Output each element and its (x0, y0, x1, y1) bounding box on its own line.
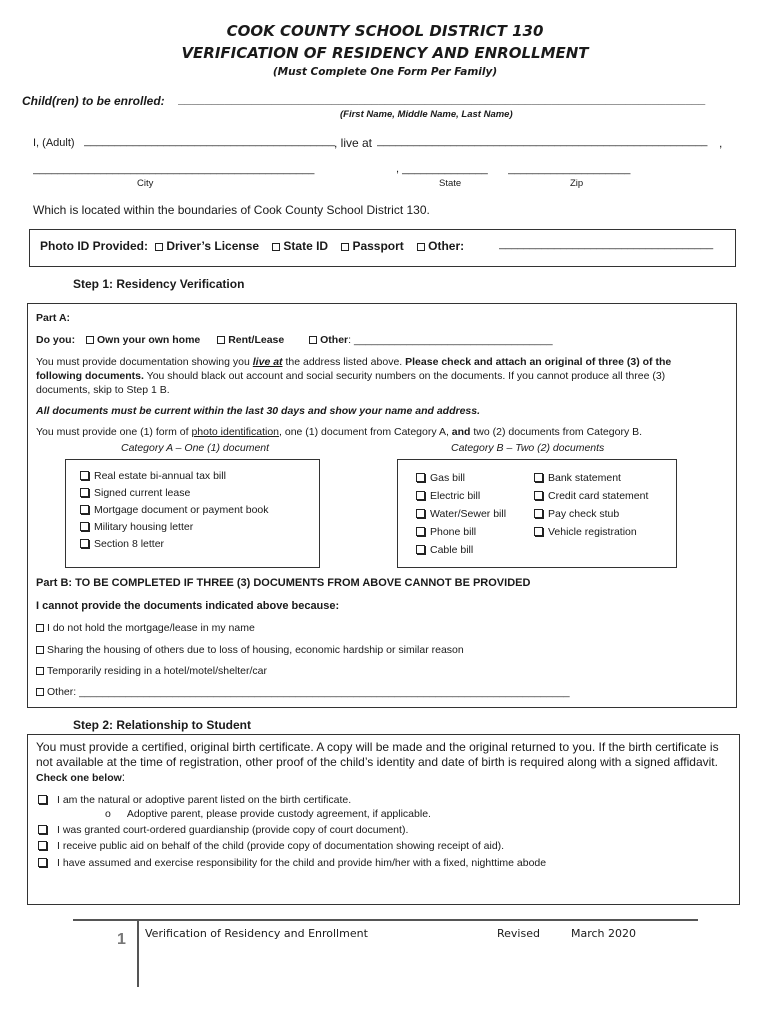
cat-b-checkbox-4[interactable] (416, 527, 425, 536)
doc-intro-2: the address listed above. (285, 356, 403, 368)
reason-row-2 (36, 644, 464, 656)
state-id-checkbox[interactable] (272, 243, 280, 251)
reason-checkbox-3[interactable] (36, 667, 44, 675)
provide-docs-text (36, 426, 642, 438)
relationship-sub-label: Adoptive parent, please provide custody agreement, if applicable. (126, 808, 431, 820)
other-ownership-checkbox[interactable] (309, 336, 317, 344)
cat-b-label-9: Vehicle registration (548, 526, 637, 538)
ownership-row (36, 334, 553, 346)
district-title: COOK COUNTY SCHOOL DISTRICT 130 (226, 22, 544, 40)
form-title: VERIFICATION OF RESIDENCY AND ENROLLMENT (181, 44, 589, 62)
reason-row-other (36, 686, 581, 698)
adult-name-field[interactable]: _________________________________________ (84, 135, 335, 147)
doc-live-at: live at (252, 356, 283, 368)
relationship-checkbox-2[interactable] (38, 825, 47, 834)
child-name-caption: (First Name, Middle Name, Last Name) (340, 109, 513, 120)
reason-row-3 (36, 665, 267, 677)
cat-b-checkbox-1[interactable] (416, 473, 425, 482)
cat-a-label-5: Section 8 letter (94, 538, 165, 550)
cat-b-checkbox-9[interactable] (534, 527, 543, 536)
cat-b-label-1: Gas bill (430, 472, 466, 484)
rent-checkbox[interactable] (217, 336, 225, 344)
zip-field[interactable]: ____________________ (508, 163, 631, 175)
list-item (534, 487, 648, 505)
footer-divider (137, 921, 139, 987)
category-b-col1 (416, 469, 506, 559)
footer-doc-name: Verification of Residency and Enrollment (145, 927, 368, 940)
cannot-provide-label: I cannot provide the documents indicated above because: (36, 600, 340, 612)
cat-a-checkbox-2[interactable] (80, 488, 89, 497)
check-one-label: Check one below (36, 772, 122, 784)
reason-label-3: Temporarily residing in a hotel/motel/shelter/car (47, 665, 268, 677)
address-field[interactable]: ______________________________________________________ (377, 135, 708, 147)
boundary-text: Which is located within the boundaries of Cook County School District 130. (33, 203, 430, 217)
own-home-label: Own your own home (97, 334, 201, 346)
list-item (80, 468, 269, 485)
drivers-license-label: Driver’s License (166, 239, 260, 253)
child-name-field[interactable]: _______________________________________________________________________________ (178, 92, 706, 106)
part-b-heading: Part B: TO BE COMPLETED IF THREE (3) DOCUMENTS FROM ABOVE CANNOT BE PROVIDED (36, 577, 531, 589)
cat-b-label-5: Cable bill (430, 544, 474, 556)
reason-label-1: I do not hold the mortgage/lease in my name (47, 622, 255, 634)
list-item (416, 541, 506, 559)
state-label: State (439, 178, 462, 189)
address-comma: , (719, 136, 723, 150)
cat-a-checkbox-4[interactable] (80, 522, 89, 531)
cat-a-label-3: Mortgage document or payment book (94, 504, 269, 516)
photo-id-row (40, 239, 464, 253)
provide-photo: photo identification (191, 426, 280, 438)
list-item (416, 523, 506, 541)
page-number: 1 (117, 931, 126, 948)
state-id-label: State ID (283, 239, 329, 253)
other-id-checkbox[interactable] (417, 243, 425, 251)
relationship-label-4: I have assumed and exercise responsibility for the child and provide him/her with a fixed, nighttime abode (57, 857, 547, 869)
passport-checkbox[interactable] (341, 243, 349, 251)
list-item (80, 519, 269, 536)
cat-b-label-4: Phone bill (430, 526, 477, 538)
category-a-title: Category A – One (1) document (121, 442, 270, 454)
relationship-row-4 (38, 857, 546, 869)
cat-b-checkbox-7[interactable] (534, 491, 543, 500)
zip-label: Zip (570, 178, 584, 189)
cat-b-checkbox-6[interactable] (534, 473, 543, 482)
child-label: Child(ren) to be enrolled: (22, 94, 165, 108)
drivers-license-checkbox[interactable] (155, 243, 163, 251)
reason-checkbox-1[interactable] (36, 624, 44, 632)
footer-revised-label: Revised (497, 927, 540, 940)
cat-a-checkbox-5[interactable] (80, 539, 89, 548)
adult-prefix: I, (Adult) (33, 137, 75, 149)
city-label: City (137, 178, 154, 189)
other-reason-field[interactable]: Other: ____________________________________________________________________________________ (47, 686, 570, 698)
category-a-list (80, 468, 269, 553)
provide-2: , one (1) document from Category A, (279, 426, 449, 438)
cat-a-label-4: Military housing letter (94, 521, 194, 533)
part-a-label: Part A: (36, 312, 71, 324)
list-item (416, 505, 506, 523)
step1-heading: Step 1: Residency Verification (73, 277, 245, 291)
relationship-checkbox-3[interactable] (38, 841, 47, 850)
relationship-sub-row (105, 808, 431, 820)
photo-id-label: Photo ID Provided: (40, 239, 148, 253)
cat-b-label-3: Water/Sewer bill (430, 508, 507, 520)
own-home-checkbox[interactable] (86, 336, 94, 344)
reason-checkbox-other[interactable] (36, 688, 44, 696)
documentation-instructions (36, 355, 716, 397)
doc-intro-1: You must provide documentation showing you (36, 356, 250, 368)
list-item (80, 502, 269, 519)
relationship-checkbox-1[interactable] (38, 795, 47, 804)
footer-revised-date: March 2020 (571, 927, 637, 940)
sub-bullet: o (105, 808, 111, 820)
list-item (416, 487, 506, 505)
category-b-col2 (534, 469, 648, 541)
footer-rule (73, 919, 698, 921)
relationship-label-1: I am the natural or adoptive parent listed on the birth certificate. (57, 794, 352, 806)
passport-label: Passport (352, 239, 404, 253)
provide-and: and (451, 426, 471, 438)
city-field[interactable]: ______________________________________________ (33, 163, 315, 175)
relationship-row-2 (38, 824, 408, 836)
provide-3: two (2) documents from Category B. (473, 426, 643, 438)
relationship-row-3 (38, 840, 504, 852)
list-item (534, 469, 648, 487)
relationship-checkbox-4[interactable] (38, 858, 47, 867)
live-at-label: , live at (334, 136, 373, 150)
other-ownership-label: Other (320, 334, 349, 346)
cat-b-label-7: Credit card statement (548, 490, 649, 502)
provide-1: You must provide one (1) form of (36, 426, 189, 438)
relationship-label-2: I was granted court-ordered guardianship (provide copy of court document). (57, 824, 409, 836)
other-id-label: Other: (428, 239, 465, 253)
other-id-field[interactable]: ___________________________________ (499, 238, 714, 250)
relationship-row-1 (38, 794, 351, 806)
cat-b-checkbox-3[interactable] (416, 509, 425, 518)
cat-b-checkbox-5[interactable] (416, 545, 425, 554)
list-item (534, 523, 648, 541)
current-docs-note: All documents must be current within the last 30 days and show your name and address. (36, 405, 481, 417)
relationship-label-3: I receive public aid on behalf of the child (provide copy of documentation showing receipt of aid). (57, 840, 505, 852)
list-item (80, 485, 269, 502)
cat-b-label-2: Electric bill (430, 490, 481, 502)
cat-b-label-8: Pay check stub (548, 508, 620, 520)
cat-a-checkbox-3[interactable] (80, 505, 89, 514)
list-item (534, 505, 648, 523)
rent-label: Rent/Lease (228, 334, 285, 346)
cat-b-label-6: Bank statement (548, 472, 621, 484)
category-b-title: Category B – Two (2) documents (451, 442, 605, 454)
cat-b-checkbox-8[interactable] (534, 509, 543, 518)
step2-intro: You must provide a certified, original birth certificate. A copy will be made and the original returned to you. If the birth certificate is not available at the time of registration, other proof of the child’s identity and date of birth is required along with a signed affidavit. (36, 740, 719, 769)
birth-certificate-instructions (36, 740, 730, 786)
state-field[interactable]: , ______________ (396, 163, 488, 175)
form-instruction: (Must Complete One Form Per Family) (272, 66, 498, 78)
reason-label-2: Sharing the housing of others due to loss of housing, economic hardship or similar reason (47, 644, 464, 656)
cat-a-label-1: Real estate bi-annual tax bill (94, 470, 226, 482)
other-ownership-field[interactable]: : __________________________________ (348, 334, 553, 346)
list-item (416, 469, 506, 487)
step2-heading: Step 2: Relationship to Student (73, 718, 252, 732)
list-item (80, 536, 269, 553)
reason-row-1 (36, 622, 255, 634)
doc-intro-bold: Please check and attach an original of three (3) of the following documents. (36, 356, 672, 382)
cat-a-label-2: Signed current lease (94, 487, 191, 499)
cat-b-checkbox-2[interactable] (416, 491, 425, 500)
cat-a-checkbox-1[interactable] (80, 471, 89, 480)
doc-intro-3: You should black out account and social security numbers on the documents. If you cannot produce all three (3) documents, skip to Step 1 B. (36, 370, 666, 396)
check-one-colon: : (121, 770, 126, 784)
do-you-label: Do you: (36, 334, 76, 346)
reason-checkbox-2[interactable] (36, 646, 44, 654)
